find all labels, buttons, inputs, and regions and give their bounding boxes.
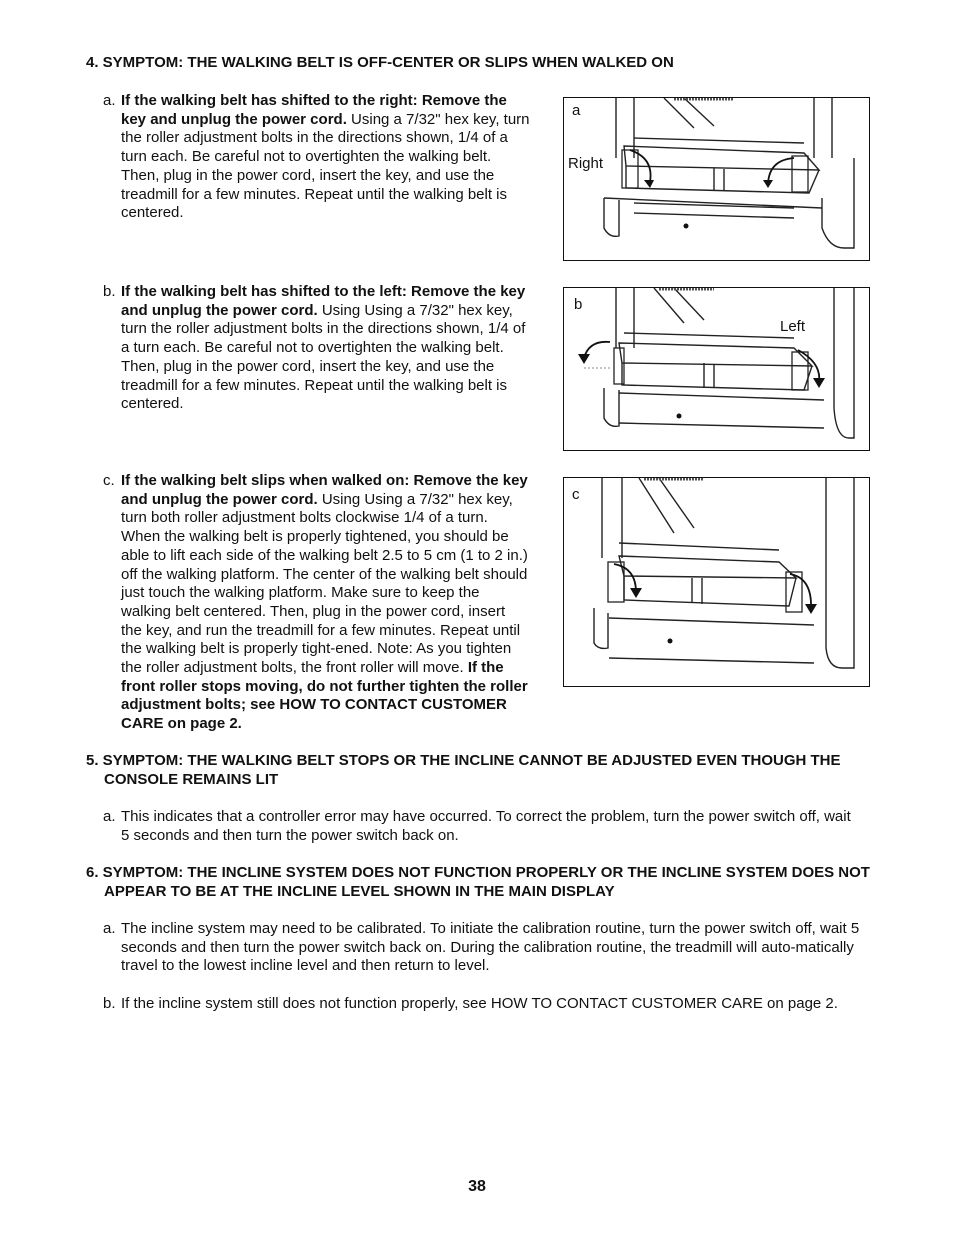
item-text (121, 472, 529, 734)
figure-side-label: Right (568, 155, 604, 172)
treadmill-drawing (564, 98, 869, 260)
item-label: a. (103, 92, 116, 109)
item-bold-text: If the walking belt has shifted to the left: Remove the key and unplug the power cord. (121, 283, 526, 319)
section-6-heading (86, 864, 886, 901)
item-bold-text: If the walking belt slips when walked on: Remove the key and unplug the power cord. (121, 472, 528, 508)
item-body-text: Using Using a 7/32" hex key, turn both roller adjustment bolts clockwise 1/4 of a turn. When the walking belt is properly tightened, you should be able to lift each side of the walking belt 2.5 to 5 cm (1 to 2 in.) off the walking platform. The center of the walking belt should just touch the walking platform. Make sure to keep the walking belt centered. Then, plug in the power cord, insert the key, and run the treadmill for a few minutes. Repeat until the walking belt is properly tight-ened. Note: As you tighten the roller adjustment bolts, the front roller will move. (121, 490, 528, 677)
figure-a (563, 97, 870, 261)
section-5-heading (86, 752, 876, 789)
figure-c (563, 477, 870, 687)
item-label: c. (103, 472, 115, 489)
item-label: a. (103, 920, 116, 937)
page-number: 38 (468, 1178, 486, 1195)
item-label: b. (103, 283, 116, 300)
item-text: If the incline system still does not function properly, see HOW TO CONTACT CUSTOMER CARE on page 2. (121, 995, 838, 1012)
item-body-text: Using a 7/32" hex key, turn the roller adjustment bolts in the directions shown, 1/4 of a turn each. Be careful not to overtighten the walking belt. Then, plug in the power cord, insert the key, and use the treadmill for a few minutes. Repeat until the walking belt is centered. (121, 110, 530, 222)
treadmill-drawing (564, 478, 869, 686)
heading-text: 5. SYMPTOM: THE WALKING BELT STOPS OR THE INCLINE CANNOT BE ADJUSTED EVEN THOUGH THE CONSOLE REMAINS LIT (86, 752, 841, 788)
item-text (121, 283, 531, 414)
item-text: This indicates that a controller error may have occurred. To correct the problem, turn the power switch off, wait 5 seconds and then turn the power switch back on. (121, 808, 851, 844)
figure-b (563, 287, 870, 451)
figure-letter: a (572, 102, 581, 119)
figure-letter: c (572, 486, 580, 503)
figure-letter: b (574, 296, 583, 313)
item-label: a. (103, 808, 116, 825)
item-label: b. (103, 995, 116, 1012)
item-body-text: Using Using a 7/32" hex key, turn the roller adjustment bolts in the directions shown, 1/4 of a turn each. Be careful not to overtighten the walking belt. Then, plug in the power cord, insert the key, and use the treadmill for a few minutes. Repeat until the walking belt is centered. (121, 301, 526, 413)
heading-text: 6. SYMPTOM: THE INCLINE SYSTEM DOES NOT FUNCTION PROPERLY OR THE INCLINE SYSTEM DOES NOT APPEAR TO BE AT THE INCLINE LEVEL SHOWN IN THE MAIN DISPLAY (86, 864, 870, 900)
item-text: The incline system may need to be calibrated. To initiate the calibration routine, turn the power switch off, wait 5 seconds and then turn the power switch back on. During the calibration routine, the treadmill will auto-matically travel to the lowest incline level and then return to level. (121, 920, 860, 975)
item-text (121, 92, 531, 223)
section-4-heading: 4. SYMPTOM: THE WALKING BELT IS OFF-CENTER OR SLIPS WHEN WALKED ON (86, 54, 674, 71)
figure-side-label: Left (780, 318, 806, 335)
treadmill-drawing (564, 288, 869, 450)
item-bold-warning: If the front roller stops moving, do not further tighten the roller adjustment bolts; see HOW TO CONTACT CUSTOMER CARE on page 2. (121, 659, 528, 733)
item-bold-text: If the walking belt has shifted to the right: Remove the key and unplug the power cord. (121, 92, 507, 128)
